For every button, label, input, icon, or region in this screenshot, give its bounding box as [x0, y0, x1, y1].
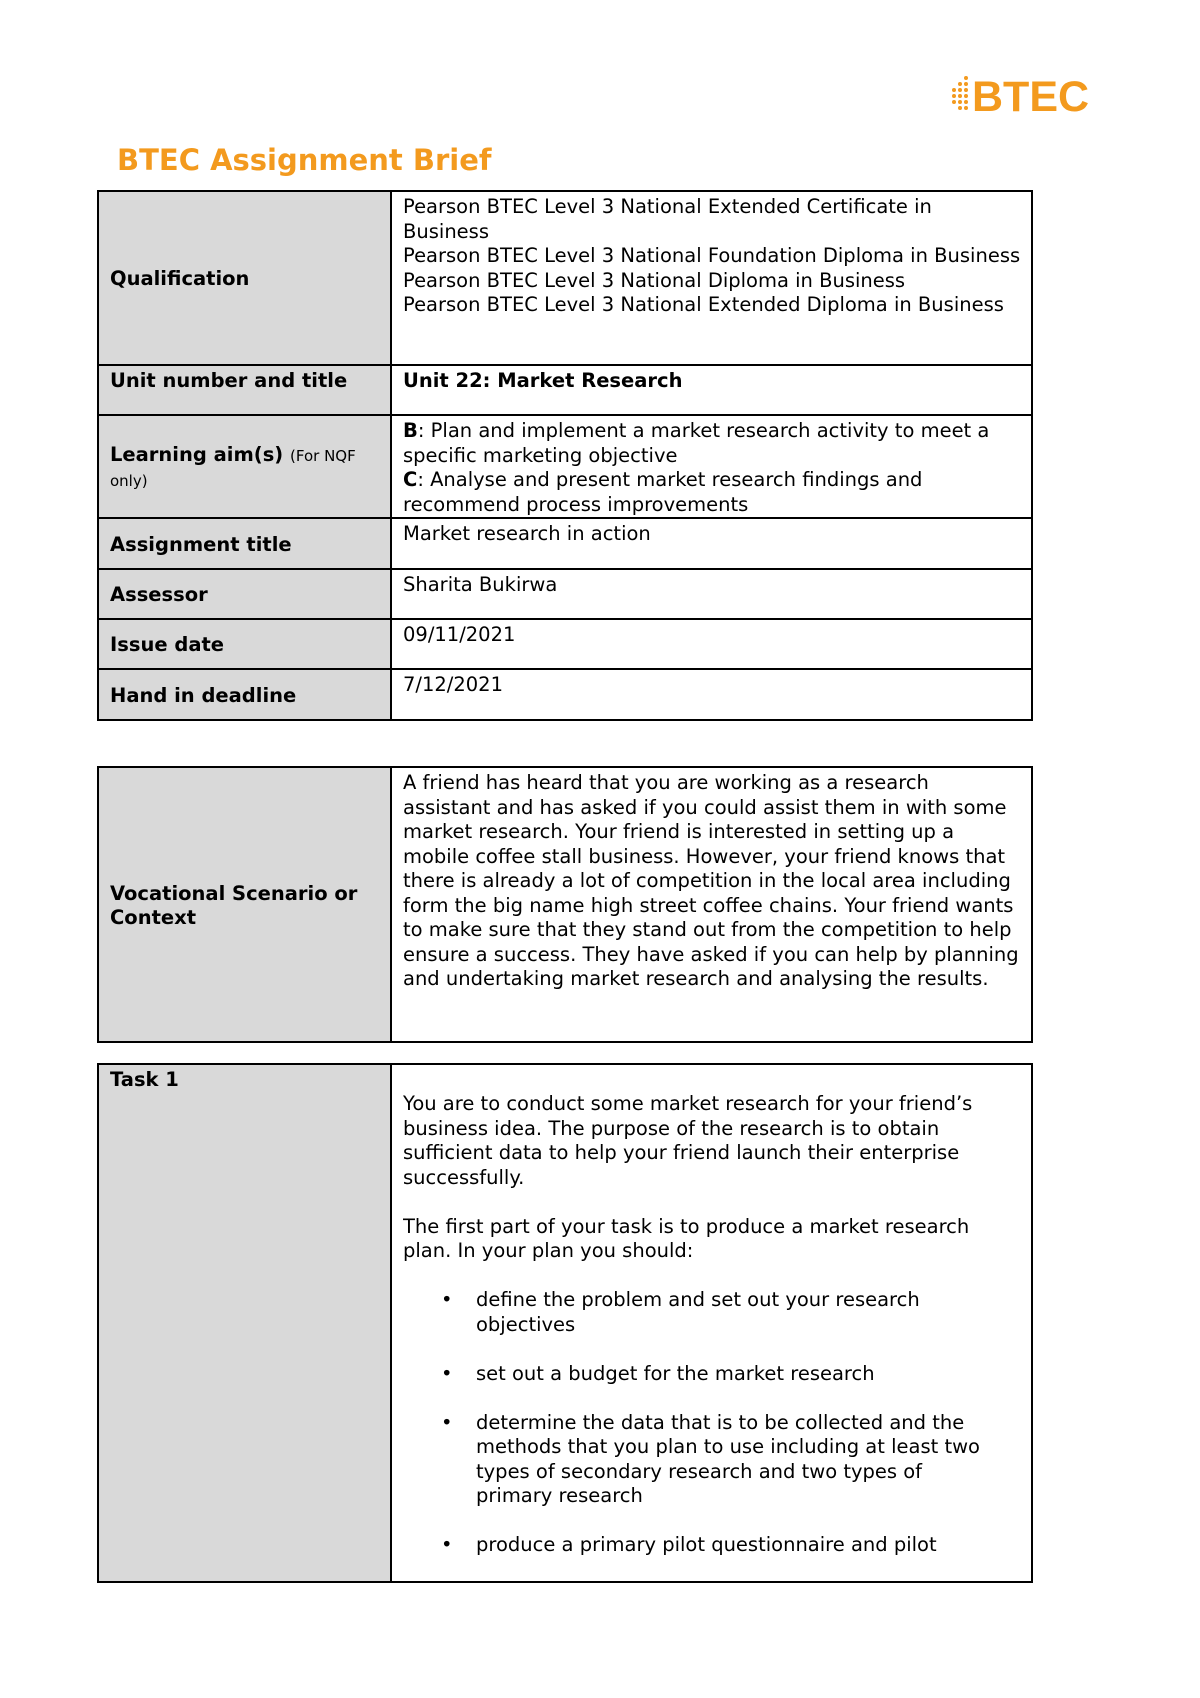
btec-logo — [950, 72, 1100, 122]
task1-part1: The first part of your task is to produce a market research plan. In your plan you should: — [403, 1214, 970, 1262]
task1-intro: You are to conduct some market research for your friend’s business idea. The purpose of the research is to obtain sufficient data to help your friend launch their enterprise successfully. — [403, 1092, 973, 1189]
learning-aim-code: C — [403, 468, 418, 491]
learning-aim-code: B — [403, 419, 418, 442]
learning-aim-b — [403, 419, 1021, 468]
task1-label: Task 1 — [98, 1064, 391, 1582]
task1-content — [391, 1064, 1032, 1582]
learning-aims-note: (For NQF only) — [110, 446, 356, 490]
deadline-label: Hand in deadline — [98, 669, 391, 720]
task1-bullet-list — [403, 1288, 1021, 1558]
deadline-value: 7/12/2021 — [391, 669, 1032, 720]
assessor-label: Assessor — [98, 569, 391, 619]
list-item: • define the problem and set out your research objectives — [476, 1288, 1021, 1337]
learning-aims-label-text: Learning aim(s) — [110, 442, 284, 466]
list-item: • determine the data that is to be collected and the methods that you plan to use including at least two types of secondary research and two types of primary research — [476, 1411, 1021, 1509]
learning-aim-text: : Plan and implement a market research activity to meet a specific marketing objective — [403, 419, 990, 467]
learning-aim-text: : Analyse and present market research findings and recommend process improvements — [403, 468, 923, 516]
list-item: • set out a budget for the market research — [476, 1362, 1021, 1387]
learning-aims-label — [98, 415, 391, 518]
assignment-title-value: Market research in action — [391, 518, 1032, 569]
learning-aims-value — [391, 415, 1032, 518]
assignment-title-label: Assignment title — [98, 518, 391, 569]
scenario-table — [97, 766, 1033, 1043]
qualification-label: Qualification — [98, 191, 391, 365]
details-table — [97, 190, 1033, 721]
qualification-value — [391, 191, 1032, 365]
unit-value: Unit 22: Market Research — [391, 365, 1032, 415]
qualification-line: Pearson BTEC Level 3 National Extended Diploma in Business — [403, 293, 1004, 316]
qualification-line: Pearson BTEC Level 3 National Diploma in Business — [403, 268, 906, 292]
task1-table — [97, 1063, 1033, 1583]
assessor-value: Sharita Bukirwa — [391, 569, 1032, 619]
qualification-line: Pearson BTEC Level 3 National Extended Certificate in Business — [403, 195, 932, 243]
logo-dots-icon — [950, 76, 974, 116]
qualification-line: Pearson BTEC Level 3 National Foundation Diploma in Business — [403, 244, 1021, 267]
unit-label: Unit number and title — [98, 365, 391, 415]
issue-date-value: 09/11/2021 — [391, 619, 1032, 669]
learning-aim-c — [403, 468, 1021, 517]
list-item: • produce a primary pilot questionnaire and pilot — [476, 1533, 1021, 1558]
issue-date-label: Issue date — [98, 619, 391, 669]
scenario-label: Vocational Scenario or Context — [98, 767, 391, 1042]
page-title: BTEC Assignment Brief — [117, 143, 492, 177]
scenario-text: A friend has heard that you are working as a research assistant and has asked if you could assist them in with some market research. Your friend is interested in setting up a mobile coffee stall business. However, your friend knows that there is already a lot of competition in the local area including form the big name high street coffee chains. Your friend wants to make sure that they stand out from the competition to help ensure a success. They have asked if you can help by planning and undertaking market research and analysing the results. — [391, 767, 1032, 1042]
logo-text: BTEC — [972, 73, 1090, 121]
